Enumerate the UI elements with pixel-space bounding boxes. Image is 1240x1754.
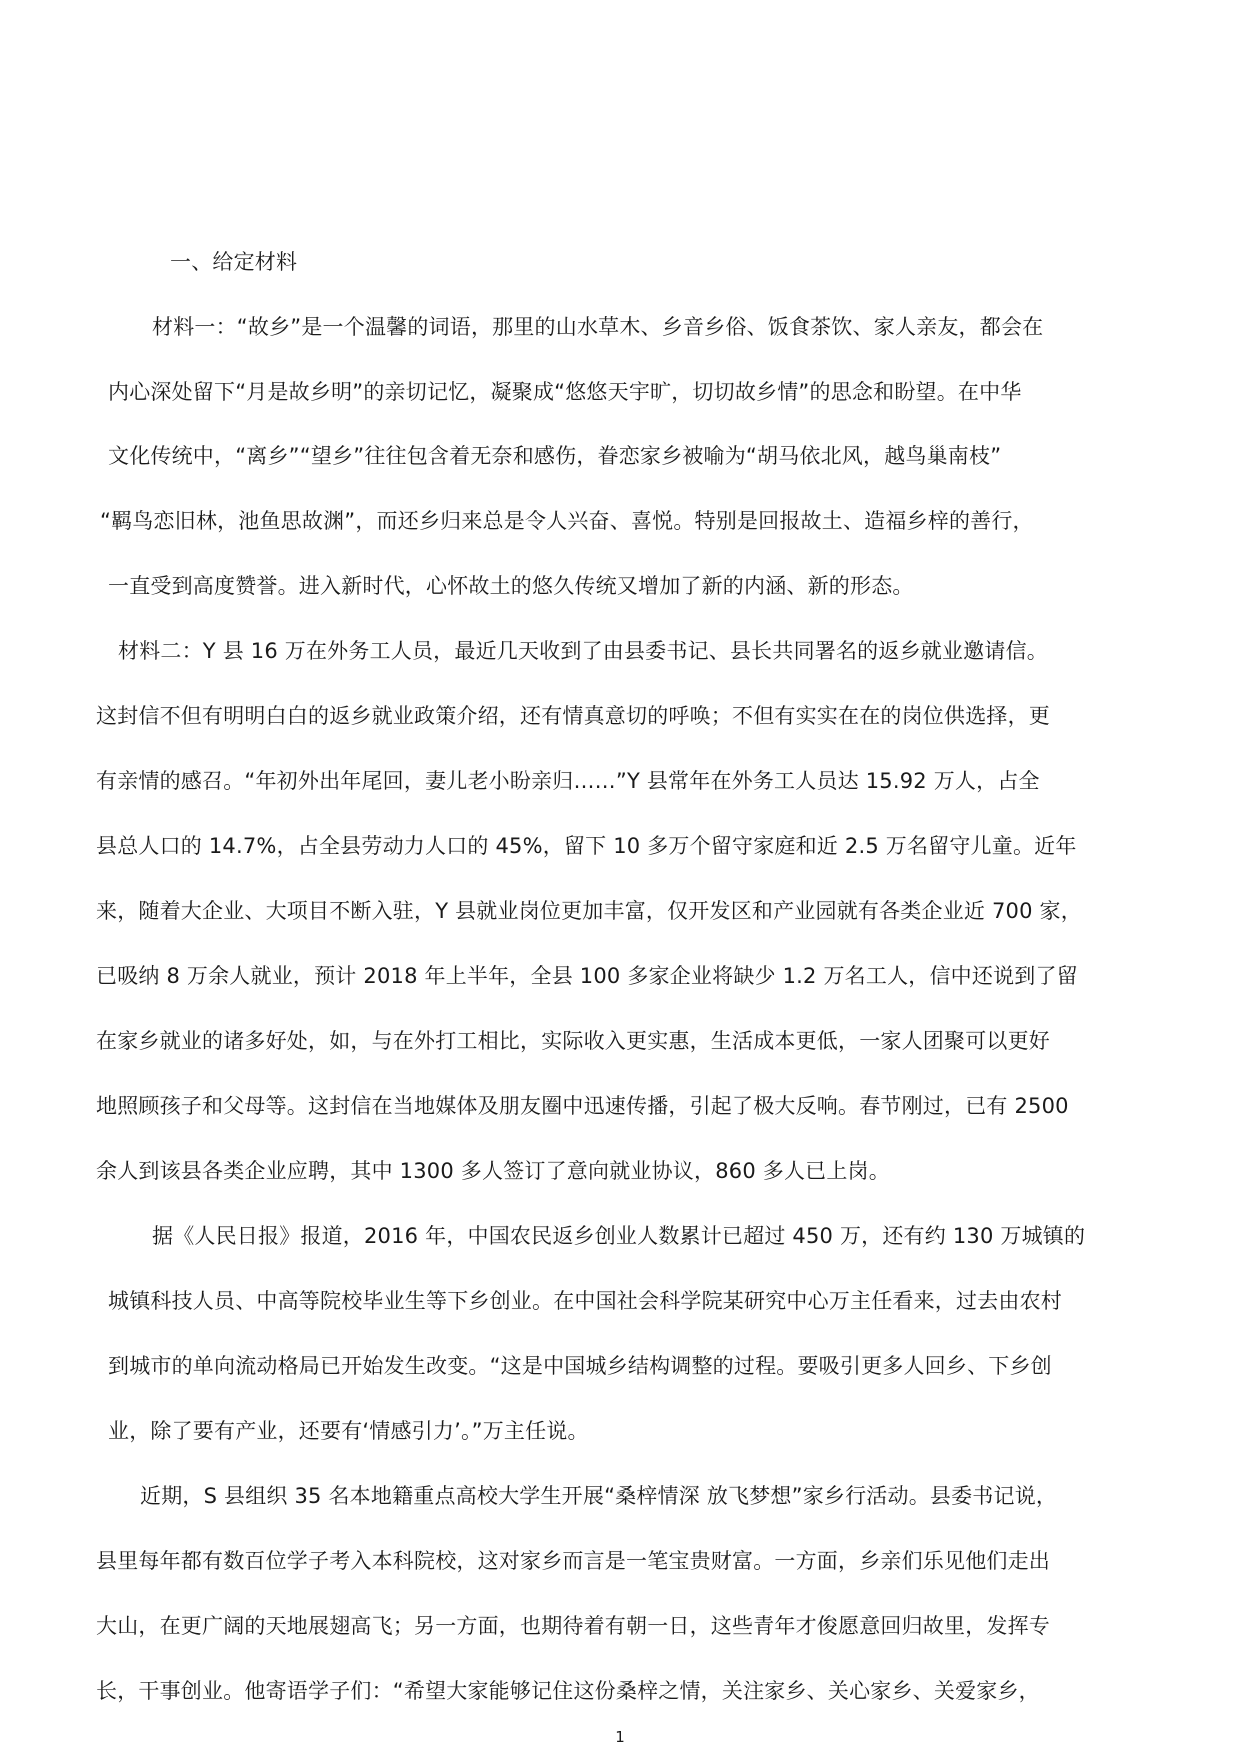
text-line: 材料二：Y 县 16 万在外务工人员，最近几天收到了由县委书记、县长共同署名的返乡就业邀请信。 bbox=[118, 639, 1048, 663]
text-line: 县里每年都有数百位学子考入本科院校，这对家乡而言是一笔宝贵财富。一方面，乡亲们乐见他们走出 bbox=[96, 1549, 1050, 1573]
text-line: 业，除了要有产业，还要有‘情感引力’。”万主任说。 bbox=[108, 1419, 589, 1443]
text-line: 在家乡就业的诸多好处，如，与在外打工相比，实际收入更实惠，生活成本更低，一家人团聚可以更好 bbox=[96, 1029, 1050, 1053]
text-line: 已吸纳 8 万余人就业，预计 2018 年上半年，全县 100 多家企业将缺少 1.2 万名工人，信中还说到了留 bbox=[96, 964, 1078, 988]
text-line: 到城市的单向流动格局已开始发生改变。“这是中国城乡结构调整的过程。要吸引更多人回乡、下乡创 bbox=[108, 1354, 1052, 1378]
text-line: 一直受到高度赞誉。进入新时代，心怀故土的悠久传统又增加了新的内涵、新的形态。 bbox=[108, 574, 914, 598]
text-line: 据《人民日报》报道，2016 年，中国农民返乡创业人数累计已超过 450 万，还有约 130 万城镇的 bbox=[152, 1224, 1086, 1248]
text-line: 大山，在更广阔的天地展翅高飞；另一方面，也期待着有朝一日，这些青年才俊愿意回归故里，发挥专 bbox=[96, 1614, 1050, 1638]
text-line: 内心深处留下“月是故乡明”的亲切记忆，凝聚成“悠悠天宇旷，切切故乡情”的思念和盼望。在中华 bbox=[108, 380, 1022, 404]
text-line: 来，随着大企业、大项目不断入驻，Y 县就业岗位更加丰富，仅开发区和产业园就有各类企业近 700 家， bbox=[96, 899, 1082, 923]
text-line: 有亲情的感召。“年初外出年尾回，妻儿老小盼亲归……”Y 县常年在外务工人员达 15.92 万人，占全 bbox=[96, 769, 1040, 793]
text-line: 县总人口的 14.7%，占全县劳动力人口的 45%，留下 10 多万个留守家庭和近 2.5 万名留守儿童。近年 bbox=[96, 834, 1077, 858]
text-line: 近期，S 县组织 35 名本地籍重点高校大学生开展“桑梓情深 放飞梦想”家乡行活动。县委书记说， bbox=[140, 1484, 1058, 1508]
text-line: 城镇科技人员、中高等院校毕业生等下乡创业。在中国社会科学院某研究中心万主任看来，过去由农村 bbox=[108, 1289, 1062, 1313]
section-heading: 一、给定材料 bbox=[170, 250, 298, 274]
text-line: 地照顾孩子和父母等。这封信在当地媒体及朋友圈中迅速传播，引起了极大反响。春节刚过，已有 2500 bbox=[96, 1094, 1069, 1118]
text-line: 余人到该县各类企业应聘，其中 1300 多人签订了意向就业协议，860 多人已上岗。 bbox=[96, 1159, 890, 1183]
text-line: 这封信不但有明明白白的返乡就业政策介绍，还有情真意切的呼唤；不但有实实在在的岗位供选择，更 bbox=[96, 704, 1050, 728]
text-line: 长，干事创业。他寄语学子们：“希望大家能够记住这份桑梓之情，关注家乡、关心家乡、关爱家乡， bbox=[96, 1679, 1040, 1703]
page-number: 1 bbox=[615, 1728, 625, 1746]
text-line: 文化传统中，“离乡”“望乡”往往包含着无奈和感伤，眷恋家乡被喻为“胡马依北风，越鸟巢南枝” bbox=[108, 444, 1002, 468]
text-line: 材料一：“故乡”是一个温馨的词语，那里的山水草木、乡音乡俗、饭食茶饮、家人亲友，都会在 bbox=[152, 315, 1044, 339]
text-line: “羁鸟恋旧林，池鱼思故渊”，而还乡归来总是令人兴奋、喜悦。特别是回报故土、造福乡梓的善行， bbox=[100, 509, 1034, 533]
